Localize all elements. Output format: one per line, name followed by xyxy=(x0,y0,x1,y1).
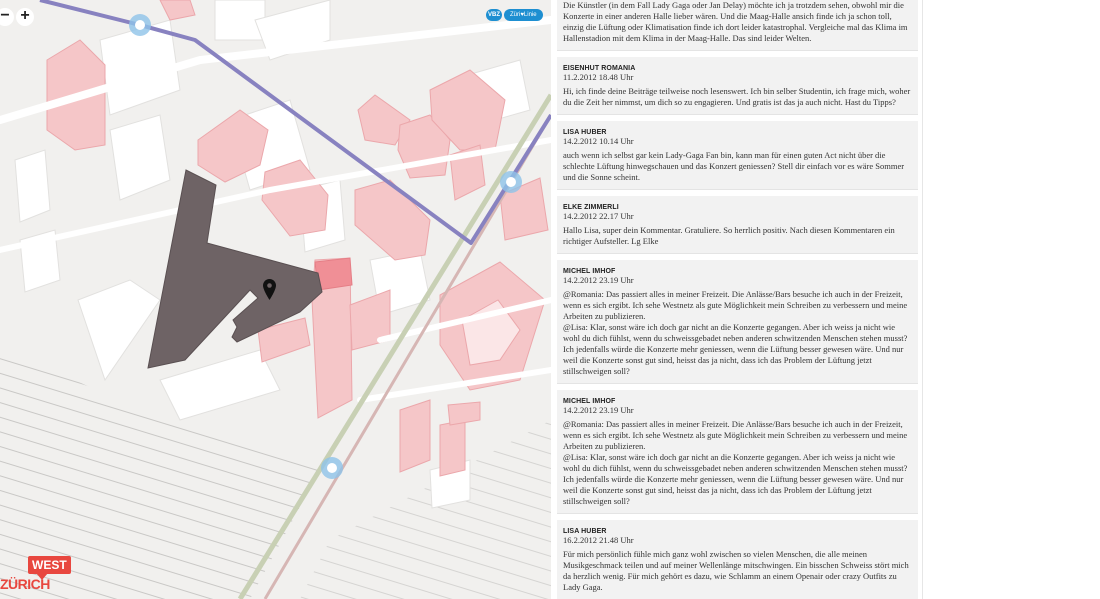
comment-paragraph: @Romania: Das passiert alles in meiner Freizeit. Die Anlässe/Bars besuche ich auch in der Freizeit, wenn es sich ergibt. Ich sehe Westnetz als gute Möglichkeit mein Schreiben zu verbessern und meine Arbeiten zu publizieren. xyxy=(563,289,908,321)
comment-text xyxy=(563,0,912,44)
location-pin-icon[interactable] xyxy=(263,279,276,300)
comment xyxy=(557,260,918,384)
comment-text xyxy=(563,225,912,247)
comment-text xyxy=(563,289,912,377)
comment-date: 16.2.2012 21.48 Uhr xyxy=(563,535,634,545)
comment-date: 14.2.2012 22.17 Uhr xyxy=(563,211,634,221)
column-divider xyxy=(922,0,923,599)
logo-top-text: WEST xyxy=(28,556,71,574)
comment-author: LISA HUBER xyxy=(563,129,607,136)
comment-paragraph: @Lisa: Klar, sonst wäre ich doch gar nicht an die Konzerte gegangen. Aber ich weiss ja nicht wie wohl du dich fühlst, wenn du schweissgebadet neben anderen schwitzenden Menschen stehen musst? Ich jedenfalls würde die Konzerte mehr geniessen, wenn die Lüftung besser gewesen wäre. Und nur weil die Konzerte sonst gut sind, heisst das ja nicht, dass ich das Problem der Lüftung jetzt stillschweigen soll? xyxy=(563,452,908,506)
comment-date: 14.2.2012 23.19 Uhr xyxy=(563,405,634,415)
comment xyxy=(557,0,918,51)
comment-list[interactable] xyxy=(557,0,918,599)
comment-paragraph: @Lisa: Klar, sonst wäre ich doch gar nicht an die Konzerte gegangen. Aber ich weiss ja nicht wie wohl du dich fühlst, wenn du schweissgebadet neben anderen schwitzenden Menschen stehen musst? Ich jedenfalls würde die Konzerte mehr geniessen, wenn die Lüftung besser gewesen wäre. Und nur weil die Konzerte sonst gut sind, heisst das ja nicht, dass ich das Problem der Lüftung jetzt stillschweigen soll? xyxy=(563,322,908,376)
comment-paragraph: Hi, ich finde deine Beiträge teilweise noch lesenswert. Ich bin selber Studentin, ich frage mich, woher du die Zeit her nimmst, um dich so zu engagieren. Und gratis ist das ja auch nicht. Hast du Tipps? xyxy=(563,86,911,107)
brand-logo[interactable] xyxy=(0,556,67,596)
comment xyxy=(557,390,918,514)
operator-badge[interactable]: VBZ xyxy=(486,9,502,21)
comment-date: 11.2.2012 18.48 Uhr xyxy=(563,72,634,82)
comment-author: EISENHUT ROMANIA xyxy=(563,65,636,72)
comment-author: MICHEL IMHOF xyxy=(563,398,616,405)
comment-paragraph: @Romania: Das passiert alles in meiner Freizeit. Die Anlässe/Bars besuche ich auch in der Freizeit, wenn es sich ergibt. Ich sehe Westnetz als gute Möglichkeit mein Schreiben zu verbessern und meine Arbeiten zu publizieren. xyxy=(563,419,908,451)
comment-text xyxy=(563,549,912,593)
comment-date: 14.2.2012 23.19 Uhr xyxy=(563,275,634,285)
comment-paragraph: Die Künstler (in dem Fall Lady Gaga oder Jan Delay) möchte ich ja trotzdem sehen, obwohl mir die Konzerte in einer anderen Halle lieber wären. Und die Maag-Halle ansich finde ich ja schon toll, einzig die Lüftung oder Klimatisation finde ich dort leider katastrophal. Vergleiche mal das Klima im Hallenstadion mit dem Klima in der Maag-Halle. Das sind leider Welten. xyxy=(563,0,908,43)
comment-paragraph: auch wenn ich selbst gar kein Lady-Gaga Fan bin, kann man für einen guten Act nicht über die schlechte Lüftung hinwegschauen und das Konzert geniessen? Stell dir einfach vor es wäre Sommer und die Sonne scheint. xyxy=(563,150,905,182)
zoom-out-button[interactable]: − xyxy=(0,8,14,26)
comment-author: LISA HUBER xyxy=(563,528,607,535)
line-badge[interactable]: Züri♥Linie xyxy=(504,9,543,21)
comment xyxy=(557,57,918,115)
comment-text xyxy=(563,419,912,507)
zoom-in-button[interactable]: + xyxy=(16,8,34,26)
comment-paragraph: Für mich persönlich fühle mich ganz wohl zwischen so vielen Menschen, die alle meinen Musikgeschmack teilen und auf meiner Wellenlänge mitschwingen. Ein bisschen Schweiss stört mich da herzlich wenig. Für mich gehört es dazu, wie Schlamm an einem Openair oder crazy Outfits zu Lady Gaga. xyxy=(563,549,909,592)
transit-badges xyxy=(486,9,543,21)
comment xyxy=(557,121,918,190)
comment-paragraph: Hallo Lisa, super dein Kommentar. Gratuliere. So herrlich positiv. Nach diesen Kommentaren ein richtiger Aufsteller. Lg Elke xyxy=(563,225,895,246)
comment xyxy=(557,196,918,254)
comment-date: 14.2.2012 10.14 Uhr xyxy=(563,136,634,146)
logo-bottom-text: ZÜRICH xyxy=(0,576,50,592)
comment-author: MICHEL IMHOF xyxy=(563,268,616,275)
comment-author: ELKE ZIMMERLI xyxy=(563,204,619,211)
comment xyxy=(557,520,918,599)
comment-text xyxy=(563,86,912,108)
comment-text xyxy=(563,150,912,183)
